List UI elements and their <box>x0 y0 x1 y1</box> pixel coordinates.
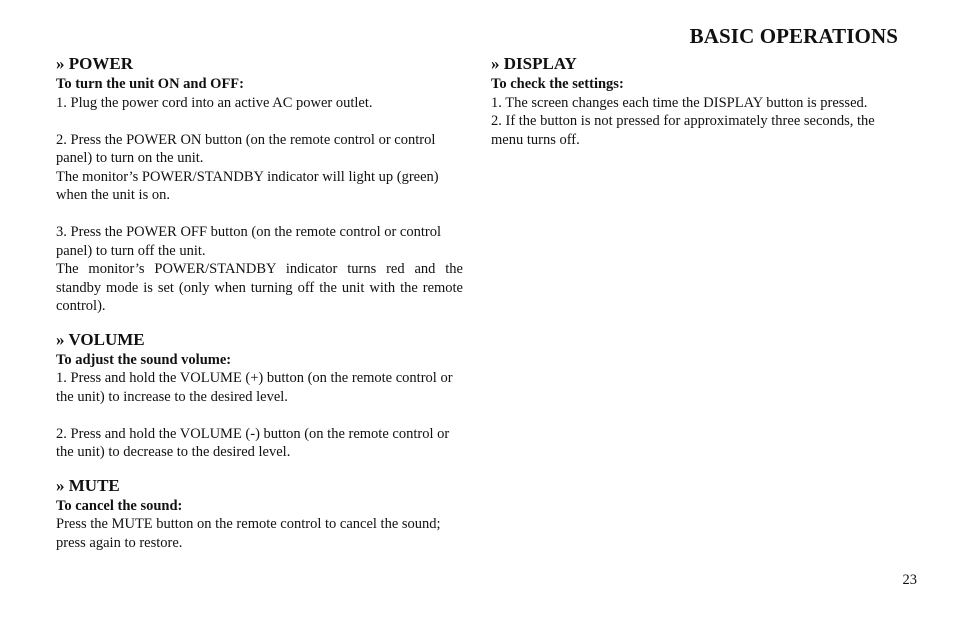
power-step-3-note: The monitor’s POWER/STANDBY indicator turns red and the standby mode is set (only when turning off the unit with the remote control). <box>56 261 463 314</box>
display-section <box>491 52 899 149</box>
power-section <box>56 52 463 316</box>
power-heading: » POWER <box>56 54 133 73</box>
volume-step-1: 1. Press and hold the VOLUME (+) button (on the remote control or the unit) to increase to the desired level. <box>56 370 453 405</box>
mute-subheading: To cancel the sound: <box>56 497 183 514</box>
page-number: 23 <box>902 572 917 588</box>
display-subheading: To check the settings: <box>491 76 624 92</box>
volume-subheading: To adjust the sound volume: <box>56 351 232 368</box>
volume-section <box>56 328 463 462</box>
power-step-1: 1. Plug the power cord into an active AC power outlet. <box>56 94 373 111</box>
volume-step-2: 2. Press and hold the VOLUME (-) button (on the remote control or the unit) to decrease to the desired level. <box>56 425 450 460</box>
power-step-3: 3. Press the POWER OFF button (on the remote control or control panel) to turn off the unit. <box>56 224 442 259</box>
mute-heading: » MUTE <box>56 475 120 495</box>
display-step-1: 1. The screen changes each time the DISPLAY button is pressed. <box>491 94 868 111</box>
power-subheading: To turn the unit ON and OFF: <box>56 76 244 92</box>
volume-heading: » VOLUME <box>56 329 145 349</box>
section-spacer <box>56 462 463 474</box>
spacer <box>56 205 463 224</box>
power-step-2-note: The monitor’s POWER/STANDBY indicator will light up (green) when the unit is on. <box>56 168 439 203</box>
spacer <box>56 406 463 425</box>
section-spacer <box>56 316 463 328</box>
power-step-2: 2. Press the POWER ON button (on the remote control or control panel) to turn on the unit. <box>56 131 436 166</box>
mute-section <box>56 474 463 553</box>
page-title: BASIC OPERATIONS <box>689 24 898 48</box>
display-step-2: 2. If the button is not pressed for approximately three seconds, the menu turns off. <box>491 113 875 148</box>
left-column <box>56 52 463 552</box>
right-column <box>491 52 899 149</box>
display-heading: » DISPLAY <box>491 54 577 73</box>
spacer <box>56 112 463 131</box>
mute-text: Press the MUTE button on the remote control to cancel the sound; press again to restore. <box>56 516 441 551</box>
